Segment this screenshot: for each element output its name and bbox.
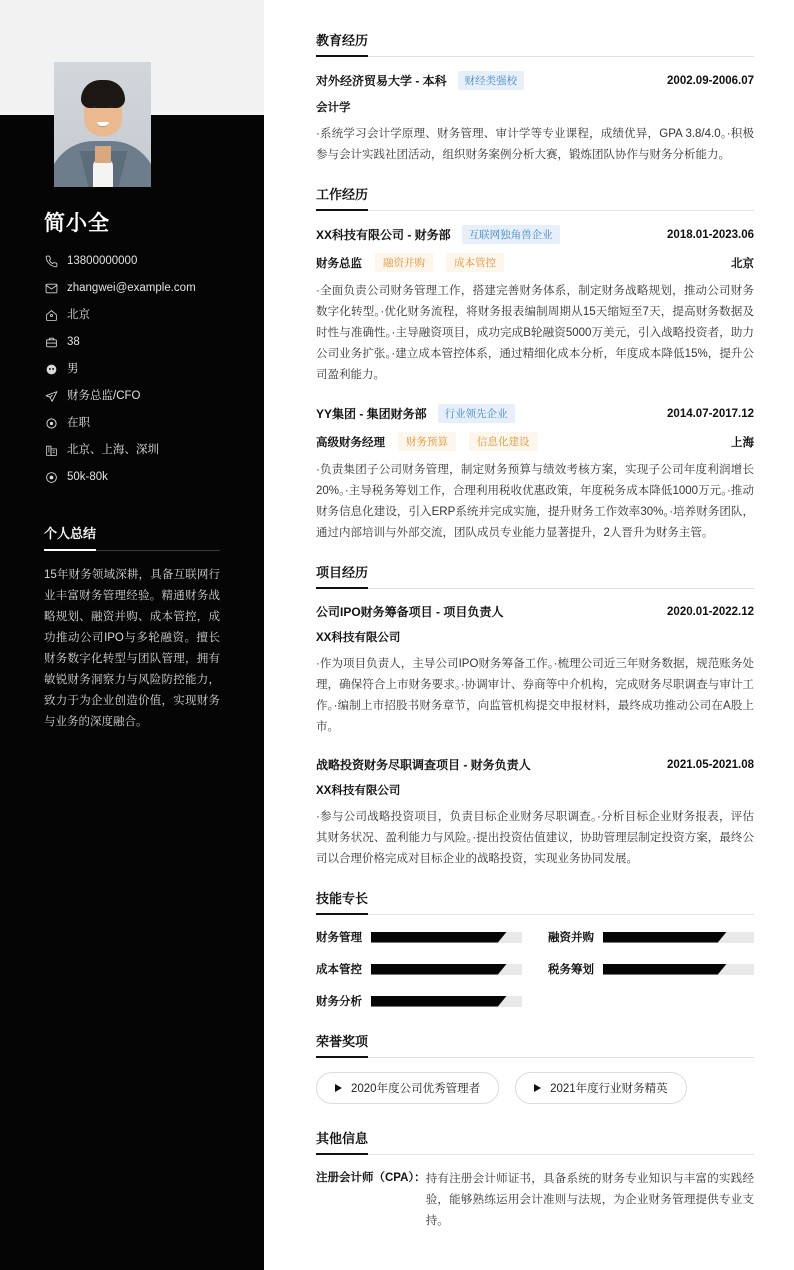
project-name: 公司IPO财务筹备项目 - 项目负责人 <box>316 605 504 619</box>
section-work <box>316 184 754 544</box>
other-info-row <box>316 1169 754 1232</box>
skill-tag: 融资并购 <box>375 253 433 272</box>
other-label: 注册会计师（CPA）： <box>316 1172 426 1184</box>
work-description: ·全面负责公司财务管理工作，搭建完善财务体系，制定财务战略规划，推动公司财务数字化转型。·优化财务流程，将财务报表编制周期从15天缩短至7天，提高财务数据及时性与准确性。·主导融资项目，成功完成B轮融资5000万美元，引入战略投资者，助力公司业务扩张。·建立成本管控体系，通过精细化成本分析，年度成本降低15%，提升公司盈利能力。 <box>316 285 754 381</box>
skill-row <box>316 961 522 977</box>
skill-tag: 财务预算 <box>398 432 456 451</box>
contact-item-email <box>44 280 220 296</box>
contact-item-location <box>44 307 220 323</box>
skill-label: 成本管控 <box>316 964 362 976</box>
section-divider <box>316 1154 754 1155</box>
section-title-education: 教育经历 <box>316 30 368 57</box>
target-icon <box>44 470 58 484</box>
skill-row <box>548 929 754 945</box>
contact-item-cities <box>44 442 220 458</box>
contact-value: zhangwei@example.com <box>67 282 196 294</box>
skill-progress-track <box>371 996 522 1007</box>
job-title: 财务总监 <box>316 257 362 270</box>
main-content <box>264 0 794 1234</box>
section-projects <box>316 562 754 870</box>
skill-progress-fill <box>603 932 727 943</box>
contact-item-salary <box>44 469 220 485</box>
project-description: ·参与公司战略投资项目，负责目标企业财务尽职调查。·分析目标企业财务报表，评估其财务状况、盈利能力与风险。·提出投资估值建议，协助管理层制定投资方案，最终公司以合理价格完成对目标企业的战略投资，实现业务协同发展。 <box>316 811 754 865</box>
skill-progress-track <box>603 964 754 975</box>
phone-icon <box>44 254 58 268</box>
school-name: 对外经济贸易大学 - 本科 <box>316 74 447 88</box>
section-other <box>316 1128 754 1232</box>
work-location: 上海 <box>731 436 754 449</box>
skill-tag: 信息化建设 <box>469 432 538 451</box>
contact-list <box>44 253 220 485</box>
play-triangle-icon <box>534 1084 541 1092</box>
school-tag: 财经类强校 <box>458 71 525 90</box>
section-title-projects: 项目经历 <box>316 562 368 589</box>
summary-title: 个人总结 <box>44 523 96 551</box>
skill-progress-track <box>371 964 522 975</box>
contact-value: 50k-80k <box>67 471 108 483</box>
summary-text: 15年财务领域深耕，具备互联网行业丰富财务管理经验。精通财务战略规划、融资并购、成本管控，成功推动公司IPO与多轮融资。擅长财务数字化转型与团队管理，拥有敏锐财务洞察力与风险防控能力，致力于为企业创造价值，实现财务与业务的深度融合。 <box>44 569 220 728</box>
work-description: ·负责集团子公司财务管理，制定财务预算与绩效考核方案，实现子公司年度利润增长20%。·主导税务筹划工作，合理利用税收优惠政策，年度税务成本降低1000万元。·推动财务信息化建设，引入ERP系统并完成实施，提升财务工作效率30%。·培养财务团队，通过内部培训与外部交流，团队成员专业能力显著提升，2人晋升为财务主管。 <box>316 464 754 539</box>
skill-row <box>316 993 522 1009</box>
skill-progress-track <box>371 932 522 943</box>
mail-icon <box>44 281 58 295</box>
skill-progress-fill <box>371 996 507 1007</box>
section-title-other: 其他信息 <box>316 1128 368 1155</box>
summary-section <box>44 523 220 733</box>
section-title-skills: 技能专长 <box>316 888 368 915</box>
candidate-name: 简小全 <box>44 212 110 235</box>
skill-label: 融资并购 <box>548 932 594 944</box>
play-triangle-icon <box>335 1084 342 1092</box>
project-name: 战略投资财务尽职调查项目 - 财务负责人 <box>316 758 531 772</box>
work-entry <box>316 225 754 386</box>
section-skills <box>316 888 754 1009</box>
work-date: 2014.07-2017.12 <box>667 407 754 420</box>
project-entry <box>316 603 754 738</box>
job-title: 高级财务经理 <box>316 436 385 449</box>
section-awards <box>316 1031 754 1104</box>
contact-item-phone <box>44 253 220 269</box>
award-label: 2021年度行业财务精英 <box>550 1083 668 1095</box>
skill-tag: 成本管控 <box>446 253 504 272</box>
section-divider <box>316 588 754 589</box>
briefcase-icon <box>44 335 58 349</box>
avatar <box>54 62 151 187</box>
project-description: ·作为项目负责人，主导公司IPO财务筹备工作。·梳理公司近三年财务数据，规范账务处理，确保符合上市财务要求。·协调审计、券商等中介机构，完成财务尽职调查与审计工作。·编制上市招股书财务章节，向监管机构提交申报材料，最终成功推动公司在A股上市。 <box>316 658 754 733</box>
company-tag: 互联网独角兽企业 <box>462 225 560 244</box>
section-title-work: 工作经历 <box>316 184 368 211</box>
contact-value: 男 <box>67 363 79 375</box>
award-item[interactable] <box>316 1072 499 1104</box>
home-icon <box>44 308 58 322</box>
skill-progress-track <box>603 932 754 943</box>
work-location: 北京 <box>731 257 754 270</box>
work-entry <box>316 404 754 544</box>
section-divider <box>316 914 754 915</box>
skill-progress-fill <box>603 964 727 975</box>
award-item[interactable] <box>515 1072 687 1104</box>
skill-label: 财务分析 <box>316 996 362 1008</box>
contact-value: 北京、上海、深圳 <box>67 444 159 456</box>
skill-label: 财务管理 <box>316 932 362 944</box>
contact-value: 财务总监/CFO <box>67 390 141 402</box>
company-tag: 行业领先企业 <box>438 404 515 423</box>
award-label: 2020年度公司优秀管理者 <box>351 1083 481 1095</box>
company-name: YY集团 - 集团财务部 <box>316 407 427 421</box>
project-company: XX科技有限公司 <box>316 785 401 797</box>
contact-value: 在职 <box>67 417 90 429</box>
contact-item-gender <box>44 361 220 377</box>
project-date: 2020.01-2022.12 <box>667 605 754 618</box>
skill-label: 税务筹划 <box>548 964 594 976</box>
skill-row <box>316 929 522 945</box>
education-entry <box>316 71 754 166</box>
project-entry <box>316 756 754 870</box>
skills-grid <box>316 929 754 1009</box>
education-description: ·系统学习会计学原理、财务管理、审计学等专业课程，成绩优异，GPA 3.8/4.0。·积极参与会计实践社团活动，组织财务案例分析大赛，锻炼团队协作与财务分析能力。 <box>316 128 754 161</box>
company-name: XX科技有限公司 - 财务部 <box>316 228 451 242</box>
building-icon <box>44 443 58 457</box>
status-icon <box>44 416 58 430</box>
work-date: 2018.01-2023.06 <box>667 228 754 241</box>
contact-item-status <box>44 415 220 431</box>
gender-icon <box>44 362 58 376</box>
sidebar <box>0 0 264 1270</box>
awards-list <box>316 1072 754 1104</box>
other-text: 持有注册会计师证书，具备系统的财务专业知识与丰富的实践经验，能够熟练运用会计准则与法规，为企业财务管理提供专业支持。 <box>425 1173 754 1227</box>
project-company: XX科技有限公司 <box>316 632 401 644</box>
contact-item-age <box>44 334 220 350</box>
project-date: 2021.05-2021.08 <box>667 758 754 771</box>
skill-row <box>548 961 754 977</box>
major-name: 会计学 <box>316 102 351 114</box>
contact-value: 北京 <box>67 309 90 321</box>
contact-item-position <box>44 388 220 404</box>
section-education <box>316 30 754 166</box>
send-icon <box>44 389 58 403</box>
contact-value: 13800000000 <box>67 255 138 267</box>
contact-value: 38 <box>67 336 80 348</box>
section-divider <box>316 210 754 211</box>
section-divider <box>316 56 754 57</box>
education-date: 2002.09-2006.07 <box>667 74 754 87</box>
skill-progress-fill <box>371 932 507 943</box>
section-title-awards: 荣誉奖项 <box>316 1031 368 1058</box>
skill-progress-fill <box>371 964 507 975</box>
section-divider <box>316 1057 754 1058</box>
